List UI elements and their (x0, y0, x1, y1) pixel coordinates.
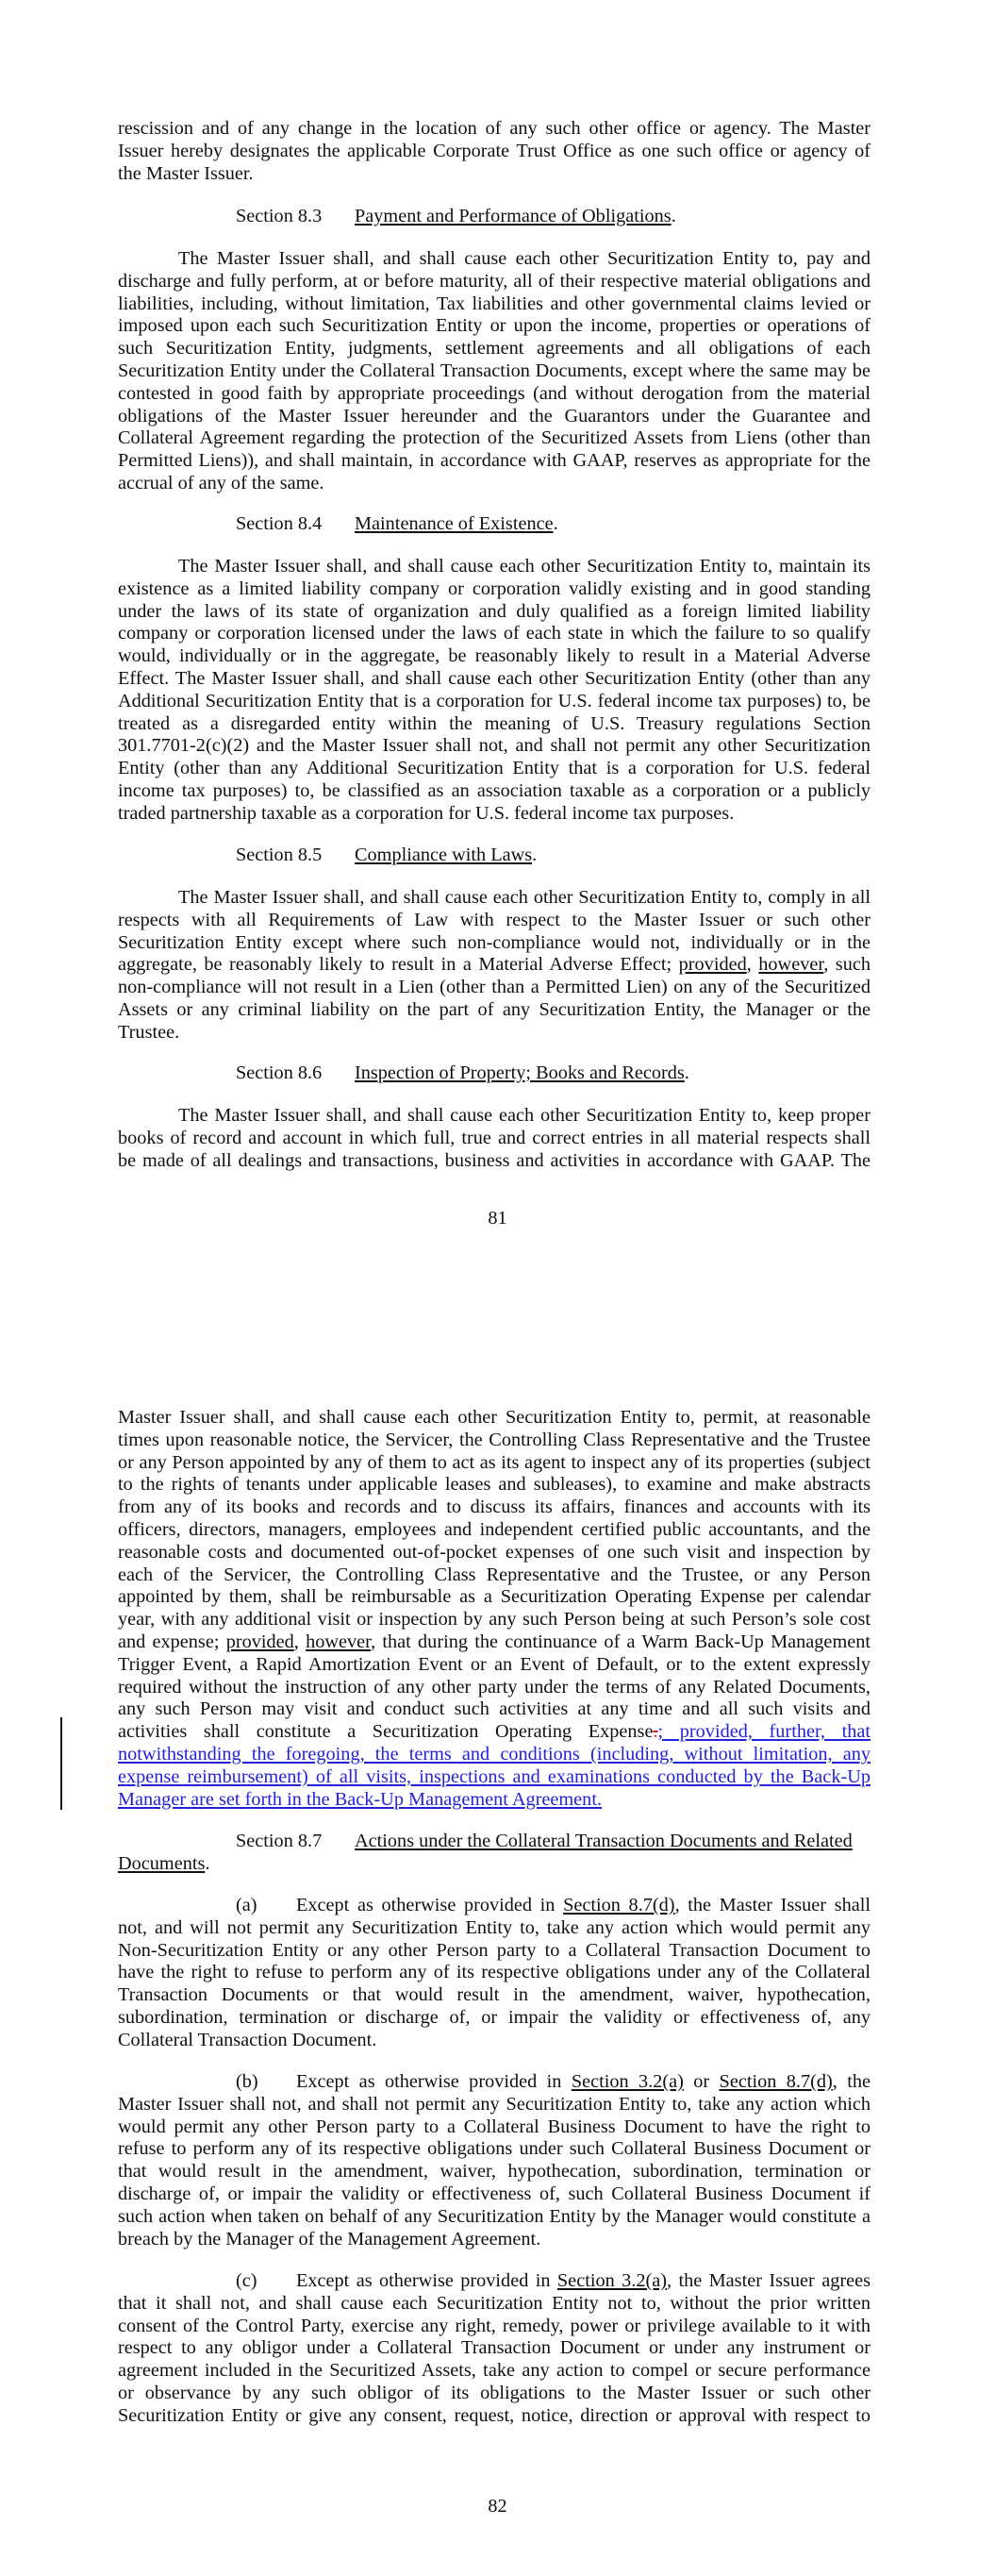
text-run: times upon reasonable notice, the Servicer, the Controlling Class Representative and the Trustee (118, 1429, 871, 1450)
section-8-7-b (118, 2071, 871, 2250)
text-line (118, 1105, 871, 1128)
section-8-4-body (118, 556, 871, 826)
text-run: non-compliance will not result in a Lien (other than a Permitted Lien) on any of the Securitized (118, 977, 871, 998)
text-line (118, 2337, 871, 2360)
text-run: breach by the Manager of the Management Agreement. (118, 2228, 541, 2250)
section-number: Section 8.4 (236, 513, 323, 534)
text-run: The Master Issuer shall, and shall cause each other Securitization Entity to, keep proper (178, 1105, 871, 1126)
text-run: each of the Servicer, the Controlling Class Representative and the Trustee, or any Person (118, 1564, 871, 1585)
text-line (118, 691, 871, 713)
text-line (118, 473, 871, 495)
text-line (118, 887, 871, 910)
text-run: Effect. The Master Issuer shall, and shall cause each other Securitization Entity (other than any (118, 667, 871, 689)
text-line (118, 713, 871, 736)
text-run: the Master Issuer. (118, 162, 254, 184)
text-run: Trustee. (118, 1021, 180, 1043)
section-8-7-c (118, 2270, 871, 2428)
text-line (118, 1895, 871, 1917)
text-line (118, 1062, 871, 1085)
underlined-term: Section 3.2(a) (571, 2071, 684, 2092)
carryover-paragraph (118, 118, 871, 185)
text-line (118, 2007, 871, 2030)
text-line (118, 780, 871, 803)
text-line (118, 2405, 871, 2428)
text-line (118, 360, 871, 383)
underlined-term: Maintenance of Existence (355, 513, 554, 534)
text-line (118, 1430, 871, 1452)
text-line (118, 1497, 871, 1519)
text-line (118, 1831, 871, 1853)
text-run: Except as otherwise provided in (296, 2270, 557, 2291)
text-run: year, with any additional visit or inspection by any such Person being at such Person’s sole cost (118, 1609, 871, 1631)
section-8-4-heading (118, 513, 871, 536)
text-run: under the laws of its state of organization and duly qualified as a foreign limited liability (118, 600, 871, 622)
text-line (118, 623, 871, 645)
text-run: be made of all dealings and transactions, business and activities in accordance with GAAP. The (118, 1149, 871, 1171)
text-run: Permitted Liens)), and shall maintain, in accordance with GAAP, reserves as appropriate for the (118, 450, 871, 472)
text-line (118, 2183, 871, 2206)
text-line (118, 2030, 871, 2052)
text-line (118, 1631, 871, 1654)
text-run: , that during the continuance of a Warm Back-Up Management (371, 1631, 871, 1652)
text-run: activities shall constitute a Securitization Operating Expense (118, 1721, 654, 1743)
text-run: refuse to perform any of its respective obligations under such Collateral Business Document or (118, 2138, 871, 2160)
text-line (118, 248, 871, 271)
text-run: appointed by them, shall be reimbursable as a Securitization Operating Expense per calendar (118, 1586, 871, 1608)
text-line (118, 999, 871, 1022)
text-run: or any Person appointed by any of them to act as its agent to inspect any of its properties (subject (118, 1451, 871, 1473)
section-8-5-heading (118, 845, 871, 867)
text-run: . (205, 1852, 210, 1874)
text-run: respect to any obligor under a Collateral Transaction Document or under any instrument or (118, 2337, 871, 2359)
text-line (118, 2161, 871, 2183)
inserted-text: ; provided, further, that (657, 1721, 871, 1743)
text-line (118, 2270, 871, 2293)
text-line (118, 1789, 871, 1812)
text-run: such Securitization Entity, judgments, settlement agreements and all obligations of each (118, 338, 871, 360)
text-line (118, 427, 871, 450)
text-run: or observance by any such obligor of its obligations to the Master Issuer or such other (118, 2382, 871, 2403)
text-run: officers, directors, managers, employees and independent certified public accountants, and the (118, 1518, 871, 1540)
text-line (118, 118, 871, 141)
text-run: Assets or any criminal liability on the part of any Securitization Entity, the Manager or the (118, 998, 871, 1020)
text-run: Transaction Documents or that would result in the amendment, waiver, hypothecation, (118, 1984, 871, 2006)
underlined-term: Actions under the Collateral Transaction Documents and Related (355, 1831, 853, 1851)
text-run: , (293, 1631, 307, 1652)
text-run: , the Master Issuer shall (674, 1895, 871, 1915)
underlined-term: Payment and Performance of Obligations (355, 206, 672, 226)
text-run: obligations of the Master Issuer hereunder and the Guarantors under the Guarantee and (118, 405, 871, 427)
text-run: Except as otherwise provided in (296, 1895, 564, 1915)
inserted-text: notwithstanding the foregoing, the terms and conditions (including, without limitation, any (118, 1743, 871, 1765)
section-number: Section 8.6 (236, 1062, 323, 1083)
text-line (118, 2138, 871, 2161)
page-number-81: 81 (488, 1208, 507, 1229)
text-run: agreement included in the Securitized Assets, take any action to compel or secure performance (118, 2360, 871, 2382)
text-line (118, 1766, 871, 1789)
text-run: any such Person may visit and conduct such activities at any time and all such visits and (118, 1698, 871, 1720)
text-run: Collateral Agreement regarding the protection of the Securitized Assets from Liens (other than (118, 427, 871, 449)
text-line (118, 1940, 871, 1963)
text-line (118, 2094, 871, 2116)
underlined-term: Inspection of Property; Books and Records (355, 1062, 685, 1083)
text-line (118, 1721, 871, 1744)
text-line (118, 1407, 871, 1430)
subsection-label: (a) (236, 1895, 257, 1915)
text-run: accrual of any of the same. (118, 472, 324, 493)
text-run: consent of the Control Party, exercise any right, remedy, power or privilege available to it with (118, 2315, 871, 2336)
underlined-term: Section 3.2(a) (556, 2270, 667, 2291)
underlined-term: Section 8.7(d) (563, 1895, 675, 1915)
text-run: subordination, termination or discharge of, or impair the validity or effectiveness of, any (118, 2006, 871, 2028)
text-line (118, 2071, 871, 2094)
section-8-7-a (118, 1895, 871, 2052)
text-line (118, 406, 871, 428)
text-run: reasonable costs and documented out-of-pocket expenses of one such visit and inspection by (118, 1541, 871, 1563)
text-run: . (553, 513, 558, 534)
text-line (118, 1474, 871, 1497)
text-line (118, 1150, 871, 1173)
section-8-6-heading (118, 1062, 871, 1085)
underlined-term: Compliance with Laws (355, 845, 533, 865)
text-run: . (532, 845, 538, 865)
text-line (118, 1519, 871, 1542)
text-line (118, 1853, 871, 1876)
text-run: income tax purposes) to, be classified as an association taxable as a corporation or a publicly (118, 779, 871, 801)
text-run: Except as otherwise provided in (296, 2071, 572, 2092)
text-run: Securitization Entity except where such non-compliance would not, individually or in the (118, 931, 871, 953)
text-line (118, 2383, 871, 2405)
text-line (118, 735, 871, 758)
text-line (118, 2316, 871, 2338)
text-line (118, 977, 871, 999)
text-run: The Master Issuer shall, and shall cause each other Securitization Entity to, pay and (178, 248, 871, 269)
section-number: Section 8.3 (236, 206, 323, 226)
text-run: rescission and of any change in the location of any such other office or agency. The Master (118, 118, 871, 139)
text-run: not, and will not permit any Securitization Entity to, take any action which would permit any (118, 1916, 871, 1938)
text-line (118, 601, 871, 624)
text-line (118, 1564, 871, 1587)
text-run: treated as a disregarded entity within the meaning of U.S. Treasury regulations Section (118, 712, 871, 734)
text-run: , (746, 954, 759, 976)
underlined-term: Section 8.7(d) (719, 2071, 833, 2092)
underlined-term: however (306, 1631, 372, 1652)
text-line (118, 932, 871, 955)
text-run: that it shall not, and shall cause each Securitization Entity not to, without the prior written (118, 2292, 871, 2314)
section-8-3-heading (118, 206, 871, 228)
text-run: Trigger Event, a Rapid Amortization Event or an Event of Default, or to the extent expressly (118, 1653, 871, 1675)
text-line (118, 578, 871, 601)
text-run: Master Issuer shall, and shall cause each other Securitization Entity to, permit, at reasonable (118, 1407, 871, 1428)
underlined-term: provided (225, 1631, 294, 1652)
text-line (118, 1586, 871, 1609)
section-8-7-heading (118, 1831, 871, 1876)
text-run: imposed upon each such Securitization Entity or upon the income, properties or operations of (118, 315, 871, 337)
page-number-82: 82 (488, 2496, 507, 2517)
text-run: such action when taken on behalf of any Securitization Entity by the Manager would constitute a (118, 2205, 871, 2227)
section-8-3-body (118, 248, 871, 495)
text-line (118, 645, 871, 668)
text-run: Entity (other than any Additional Securitization Entity that is a corporation for U.S. federal (118, 758, 871, 779)
text-line (118, 1609, 871, 1631)
text-run: would, individually or in the aggregate, be reasonably likely to result in a Material Adverse (118, 645, 871, 667)
text-run: respects with all Requirements of Law with respect to the Master Issuer or such other (118, 909, 871, 930)
text-run: from any of its books and records and to discuss its affairs, finances and accounts with its (118, 1497, 871, 1518)
text-line (118, 2293, 871, 2316)
section-number: Section 8.5 (236, 845, 323, 865)
text-line (118, 2360, 871, 2383)
text-line (118, 383, 871, 406)
revision-change-bar (60, 1717, 62, 1810)
text-run: Issuer hereby designates the applicable Corporate Trust Office as one such office or agency of (118, 140, 871, 161)
text-run: 301.7701-2(c)(2) and the Master Issuer shall not, and shall not permit any other Securitization (118, 735, 871, 757)
text-run: Securitization Entity under the Collateral Transaction Documents, except where the same may be (118, 360, 871, 381)
text-run: . (671, 206, 676, 226)
text-line (118, 163, 871, 186)
text-run: traded partnership taxable as a corporation for U.S. federal income tax purposes. (118, 802, 735, 824)
underlined-term: Documents (118, 1852, 206, 1874)
text-line (118, 1654, 871, 1677)
text-line (118, 758, 871, 780)
text-line (118, 1452, 871, 1475)
text-run: that would result in the amendment, waiver, hypothecation, subordination, termination or (118, 2161, 871, 2183)
text-line (118, 1698, 871, 1721)
text-line (118, 1128, 871, 1150)
text-run: Additional Securitization Entity that is a corporation for U.S. federal income tax purposes) to, be (118, 690, 871, 711)
text-run: aggregate, be reasonably likely to result in a Material Adverse Effect; (118, 954, 679, 976)
text-run: existence as a limited liability company or corporation validly existing and in good standing (118, 577, 871, 599)
text-run: required without the instruction of any other party under the terms of any Related Documents, (118, 1676, 871, 1698)
text-run: contested in good faith by appropriate proceedings (and without derogation from the material (118, 382, 871, 404)
text-run: . (684, 1062, 689, 1083)
text-run: Non-Securitization Entity or any other Person party to a Collateral Transaction Document to (118, 1939, 871, 1961)
text-run: , such (823, 954, 871, 976)
text-run: books of record and account in which full, true and correct entries in all material respects shall (118, 1127, 871, 1148)
subsection-label: (c) (236, 2270, 257, 2291)
text-run: liabilities, including, without limitation, Tax liabilities and other governmental claims levied or (118, 293, 871, 314)
text-line (118, 315, 871, 338)
text-run: to the rights of tenants under applicable leases and subleases), to examine and make abstracts (118, 1474, 871, 1496)
text-line (118, 2206, 871, 2229)
text-line (118, 803, 871, 826)
text-line (118, 954, 871, 977)
text-line (118, 1917, 871, 1940)
text-line (118, 668, 871, 691)
subsection-label: (b) (236, 2071, 258, 2092)
text-run: discharge of, or impair the validity or effectiveness of, such Collateral Business Document if (118, 2183, 871, 2204)
text-line (118, 293, 871, 316)
text-line (118, 271, 871, 293)
text-line (118, 1542, 871, 1564)
section-8-5-body (118, 887, 871, 1045)
underlined-term: however (758, 954, 824, 976)
text-line (118, 338, 871, 360)
text-line (118, 556, 871, 578)
inserted-text: Manager are set forth in the Back-Up Management Agreement. (118, 1788, 603, 1810)
underlined-term: provided (678, 954, 747, 976)
text-run: The Master Issuer shall, and shall cause each other Securitization Entity to, maintain its (178, 556, 871, 577)
text-run: Securitization Entity or give any consent, request, notice, direction or approval with respect to (118, 2404, 871, 2426)
text-line (118, 2116, 871, 2139)
deleted-text: . (653, 1721, 658, 1743)
inserted-text: expense reimbursement) of all visits, inspections and examinations conducted by the Back-Up (118, 1765, 871, 1787)
text-line (118, 450, 871, 473)
text-line (118, 2229, 871, 2251)
text-line (118, 1984, 871, 2007)
section-number: Section 8.7 (236, 1831, 323, 1851)
text-run: and expense; (118, 1631, 226, 1652)
text-run: Collateral Transaction Document. (118, 2029, 377, 2050)
text-run: , the Master Issuer agrees (667, 2270, 871, 2291)
text-run: , the (832, 2071, 871, 2092)
text-run: discharge and fully perform, at or before maturity, all of their respective material obligations and (118, 270, 871, 292)
text-run: Master Issuer shall not, and shall not permit any Securitization Entity to, take any action which (118, 2093, 871, 2115)
section-8-6-body-continued (118, 1407, 871, 1811)
text-line (118, 513, 871, 536)
text-run: The Master Issuer shall, and shall cause each other Securitization Entity to, comply in all (178, 887, 871, 908)
text-line (118, 1022, 871, 1045)
text-run: have the right to refuse to perform any of its respective obligations under any of the Collateral (118, 1962, 871, 1983)
text-line (118, 1962, 871, 1984)
text-line (118, 206, 871, 228)
text-line (118, 910, 871, 932)
text-run: would permit any other Person party to a Collateral Business Document to have the right to (118, 2116, 871, 2137)
text-line (118, 1744, 871, 1766)
text-run: company or corporation licensed under the laws of each state in which the failure to so qualify (118, 623, 871, 644)
text-line (118, 141, 871, 163)
text-run: or (683, 2071, 720, 2092)
text-line (118, 845, 871, 867)
section-8-6-body (118, 1105, 871, 1172)
text-line (118, 1677, 871, 1699)
